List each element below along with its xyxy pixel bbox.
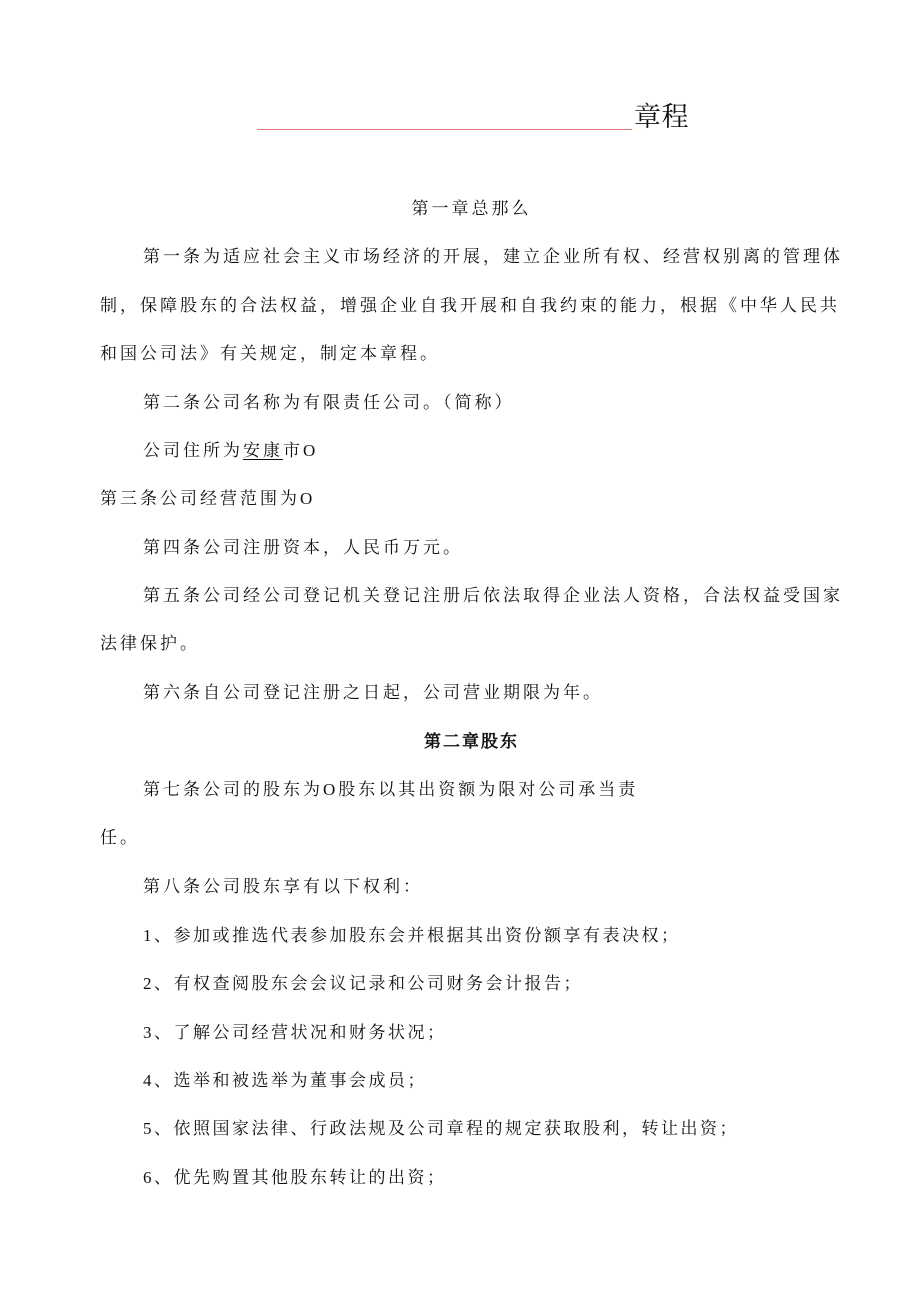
article-7-line-1: 第七条公司的股东为O股东以其出资额为限对公司承当责 — [143, 780, 639, 799]
chapter-1-heading: 第一章总那么 — [411, 199, 532, 218]
address-suffix: 市O — [283, 441, 319, 460]
list-item: 5、依照国家法律、行政法规及公司章程的规定获取股利，转让出资； — [143, 1119, 739, 1138]
article-3: 第三条公司经营范围为O — [100, 489, 316, 508]
article-8-intro: 第八条公司股东享有以下权利： — [143, 877, 423, 896]
article-2: 第二条公司名称为有限责任公司。（简称） — [143, 393, 515, 412]
article-1-line-3: 和国公司法》有关规定，制定本章程。 — [100, 344, 440, 363]
article-5-line-1: 第五条公司经公司登记机关登记注册后依法取得企业法人资格，合法权益受国家 — [143, 586, 843, 605]
document-title: 章程 — [634, 102, 689, 132]
address-city: 安康 — [243, 441, 283, 460]
article-5-line-2: 法律保护。 — [100, 634, 200, 653]
article-6: 第六条自公司登记注册之日起，公司营业期限为年。 — [143, 683, 603, 702]
article-4: 第四条公司注册资本，人民币万元。 — [143, 538, 463, 557]
list-item: 3、了解公司经营状况和财务状况； — [143, 1023, 447, 1042]
chapter-2-heading: 第二章股东 — [424, 732, 519, 751]
list-item: 2、有权查阅股东会会议记录和公司财务会计报告； — [143, 974, 583, 993]
article-7-line-2: 任。 — [100, 828, 140, 847]
article-1-line-1: 第一条为适应社会主义市场经济的开展，建立企业所有权、经营权别离的管理体 — [143, 247, 843, 266]
list-item: 6、优先购置其他股东转让的出资； — [143, 1168, 447, 1187]
title-blank-underline — [257, 129, 632, 130]
list-item: 4、选举和被选举为董事会成员； — [143, 1071, 427, 1090]
company-address — [143, 439, 318, 463]
list-item: 1、参加或推选代表参加股东会并根据其出资份额享有表决权； — [143, 926, 681, 945]
address-prefix: 公司住所为 — [143, 441, 243, 460]
article-1-line-2: 制，保障股东的合法权益，增强企业自我开展和自我约束的能力，根据《中华人民共 — [100, 296, 840, 315]
